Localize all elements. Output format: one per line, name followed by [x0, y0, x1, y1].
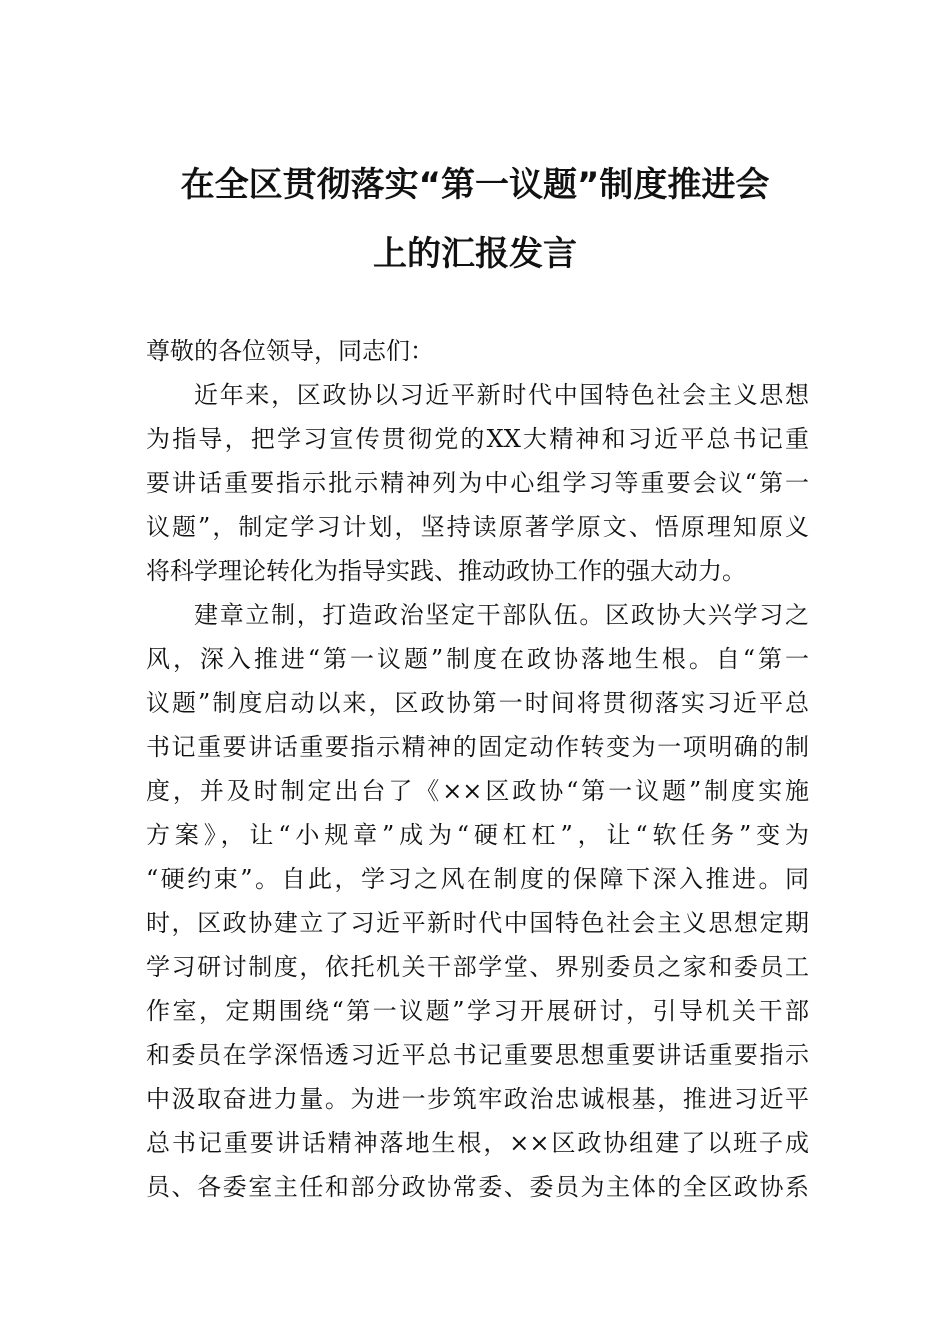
paragraph-line: 时，区政协建立了习近平新时代中国特色社会主义思想定期 [146, 909, 809, 937]
paragraph-line: 中汲取奋进力量。为进一步筑牢政治忠诚根基，推进习近平 [146, 1085, 809, 1113]
paragraph-line: 近年来，区政协以习近平新时代中国特色社会主义思想 [194, 381, 809, 409]
paragraph-line: 总书记重要讲话精神落地生根，××区政协组建了以班子成 [146, 1129, 809, 1157]
paragraph-line: 和委员在学深悟透习近平总书记重要思想重要讲话重要指示 [146, 1041, 809, 1069]
paragraph-line: 将科学理论转化为指导实践、推动政协工作的强大动力。 [146, 557, 746, 585]
salutation: 尊敬的各位领导，同志们： [146, 337, 434, 365]
paragraph-line: “硬约束”。自此，学习之风在制度的保障下深入推进。同 [146, 865, 809, 893]
paragraph-line: 为指导，把学习宣传贯彻党的XX大精神和习近平总书记重 [146, 425, 809, 453]
paragraph-line: 作室，定期围绕“第一议题”学习开展研讨，引导机关干部 [146, 997, 809, 1025]
document-title-line-1: 在全区贯彻落实“第一议题”制度推进会 [180, 165, 770, 205]
paragraph-line: 建章立制，打造政治坚定干部队伍。区政协大兴学习之 [194, 601, 809, 629]
paragraph-line: 员、各委室主任和部分政协常委、委员为主体的全区政协系 [146, 1173, 809, 1201]
paragraph-line: 要讲话重要指示批示精神列为中心组学习等重要会议“第一 [146, 469, 809, 497]
document-title-line-2: 上的汇报发言 [373, 234, 577, 274]
paragraph-line: 学习研讨制度，依托机关干部学堂、界别委员之家和委员工 [146, 953, 809, 981]
paragraph-line: 风，深入推进“第一议题”制度在政协落地生根。自“第一 [146, 645, 809, 673]
paragraph-line: 议题”制度启动以来，区政协第一时间将贯彻落实习近平总 [146, 689, 809, 717]
paragraph-line: 议题”，制定学习计划，坚持读原著学原文、悟原理知原义 [146, 513, 809, 541]
paragraph-line: 书记重要讲话重要指示精神的固定动作转变为一项明确的制 [146, 733, 809, 761]
paragraph-line: 方案》，让“小规章”成为“硬杠杠”，让“软任务”变为 [146, 821, 809, 849]
paragraph-line: 度，并及时制定出台了《××区政协“第一议题”制度实施 [146, 777, 809, 805]
